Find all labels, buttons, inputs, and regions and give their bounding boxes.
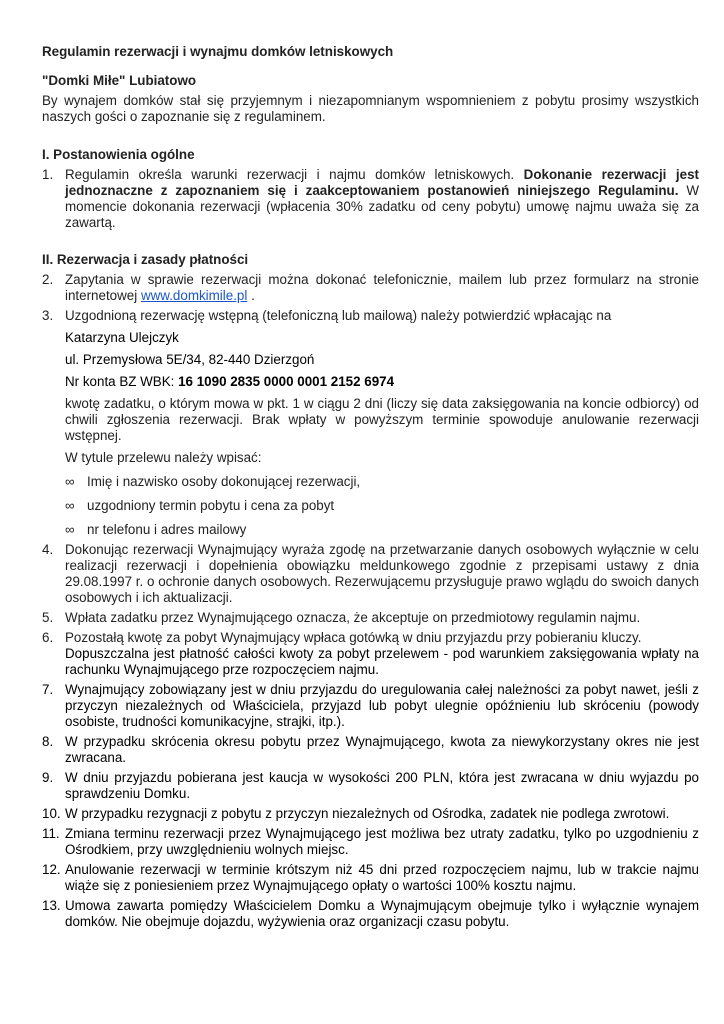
list-item-12 [42, 862, 699, 894]
document-page [42, 44, 699, 934]
bank-account-number: 16 1090 2835 0000 0001 2152 6974 [178, 374, 395, 389]
deposit-text: kwotę zadatku, o którym mowa w pkt. 1 w ciągu 2 dni (liczy się data zaksięgowania na koncie odbiorcy) od chwili zgłoszenia rezerwacji. Brak wpłaty w powyższym terminie spowoduje anulowanie rezerwacji wstępnej. [65, 396, 699, 443]
list-item-1 [42, 167, 699, 231]
list-item-number: 10. [42, 806, 61, 821]
list-item-text: W przypadku skrócenia okresu pobytu przez Wynajmującego, kwota za niewykorzystany okres nie jest zwracana. [65, 734, 699, 765]
transfer-title-bullet-list [65, 474, 699, 538]
list-item-number: 2. [42, 272, 54, 287]
list-item-number: 6. [42, 630, 54, 645]
list-item-text: Anulowanie rezerwacji w terminie krótszym niż 45 dni przed rozpoczęciem najmu, lub w trakcie najmu wiąże się z poniesieniem przez Wynajmującego opłaty o wartości 100% kosztu najmu. [65, 862, 699, 893]
list-item-text: W momencie dokonania rezerwacji (wpłacenia 30% zadatku od ceny pobytu) umowę najmu uważa się za zawartą. [65, 183, 700, 230]
bullet-item [65, 474, 699, 490]
list-item-text: Wynajmujący zobowiązany jest w dniu przyjazdu do uregulowania całej należności za pobyt nawet, jeśli z przyczyn niezależnych od Właściciela, przyjazd lub pobyt ulegnie opóźnieniu lub skróceniu (powody osobiste, trudności komunikacyjne, strajki, itp.). [65, 682, 699, 729]
list-item-number: 7. [42, 682, 54, 697]
list-item-number: 12. [42, 862, 61, 877]
list-item-number: 8. [42, 734, 54, 749]
transfer-title-intro: W tytule przelewu należy wpisać: [65, 450, 262, 465]
list-item-text: . [247, 288, 255, 303]
list-item-6 [42, 630, 699, 678]
document-title: Regulamin rezerwacji i wynajmu domków letniskowych [42, 44, 394, 59]
list-item-4 [42, 542, 699, 606]
recipient-address: ul. Przemysłowa 5E/34, 82-440 Dzierzgoń [65, 352, 315, 367]
list-item-13 [42, 898, 699, 930]
list-item-10 [42, 806, 699, 822]
section-heading-general: I. Postanowienia ogólne [42, 147, 195, 162]
list-item-3 [42, 308, 699, 538]
list-item-number: 3. [42, 308, 54, 323]
bullet-text: uzgodniony termin pobytu i cena za pobyt [87, 498, 335, 513]
list-item-number: 4. [42, 542, 54, 557]
list-item-text: Dokonując rezerwacji Wynajmujący wyraża zgodę na przetwarzanie danych osobowych wyłącznie w celu realizacji rezerwacji i dopełnienia obowiązku meldunkowego zgodnie z przepisami ustawy z dnia 29.08.1997 r. o ochronie danych osobowych. Rezerwującemu przysługuje prawo wglądu do swoich danych osobowych i ich aktualizacji. [65, 542, 699, 605]
rules-list [42, 542, 699, 930]
infinity-bullet-icon: ∞ [65, 498, 75, 513]
list-item-number: 13. [42, 898, 61, 913]
list-item-2 [42, 272, 699, 304]
list-item-number: 9. [42, 770, 54, 785]
list-item-text: Uzgodnioną rezerwację wstępną (telefoniczną lub mailową) należy potwierdzić wpłacając na [65, 308, 612, 323]
bullet-text: Imię i nazwisko osoby dokonującej rezerwacji, [87, 474, 361, 489]
list-item-text: W dniu przyjazdu pobierana jest kaucja w wysokości 200 PLN, która jest zwracana w dniu wyjazdu po sprawdzeniu Domku. [65, 770, 699, 801]
list-item-extra-text: Dopuszczalna jest płatność całości kwoty za pobyt przelewem - pod warunkiem zaksięgowania wpłaty na rachunku Wynajmującego prze rozpoczęciem najmu. [65, 646, 699, 677]
intro-paragraph: By wynajem domków stał się przyjemnym i niezapomnianym wspomnieniem z pobytu prosimy wszystkich naszych gości o zapoznanie się z regulaminem. [42, 93, 699, 124]
recipient-name: Katarzyna Ulejczyk [65, 330, 179, 345]
document-subtitle: "Domki Miłe" Lubiatowo [42, 73, 197, 88]
bank-account-label: Nr konta BZ WBK: [65, 374, 179, 389]
list-item-text: Regulamin określa warunki rezerwacji i najmu domków letniskowych. [65, 167, 524, 182]
list-item-text: Zmiana terminu rezerwacji przez Wynajmującego jest możliwa bez utraty zadatku, tylko po uzgodnieniu z Ośrodkiem, przy uwzględnieniu wolnych miejsc. [65, 826, 699, 857]
list-item-text: Wpłata zadatku przez Wynajmującego oznacza, że akceptuje on przedmiotowy regulamin najmu. [65, 610, 641, 625]
list-item-text: Umowa zawarta pomiędzy Właścicielem Domku a Wynajmującym obejmuje tylko i wyłącznie wynajem domków. Nie obejmuje dojazdu, wyżywienia oraz organizacji czasu pobytu. [65, 898, 699, 929]
list-item-8 [42, 734, 699, 766]
list-item-text: Pozostałą kwotę za pobyt Wynajmujący wpłaca gotówką w dniu przyjazdu przy pobieraniu kluczy. [65, 630, 642, 645]
bullet-text: nr telefonu i adres mailowy [87, 522, 247, 537]
list-item-5 [42, 610, 699, 626]
website-link[interactable]: www.domkimile.pl [140, 288, 248, 303]
list-item-text: Zapytania w sprawie rezerwacji można dokonać telefonicznie, mailem lub przez formularz na stronie internetowej [65, 272, 699, 303]
list-item-number: 5. [42, 610, 54, 625]
list-item-number: 1. [42, 167, 54, 182]
bank-account [65, 374, 699, 390]
list-item-text: W przypadku rezygnacji z pobytu z przyczyn niezależnych od Ośrodka, zadatek nie podlega zwrotowi. [65, 806, 670, 821]
list-item-bold-text: Dokonanie rezerwacji jest jednoznaczne z zapoznaniem się i zaakceptowaniem postanowień niniejszego Regulaminu. [65, 167, 699, 198]
list-item-number: 11. [42, 826, 60, 841]
list-item-9 [42, 770, 699, 802]
bullet-item [65, 498, 699, 514]
list-item-7 [42, 682, 699, 730]
infinity-bullet-icon: ∞ [65, 522, 75, 537]
section-heading-reservation: II. Rezerwacja i zasady płatności [42, 252, 249, 267]
list-item-11 [42, 826, 699, 858]
bullet-item [65, 522, 699, 538]
infinity-bullet-icon: ∞ [65, 474, 75, 489]
